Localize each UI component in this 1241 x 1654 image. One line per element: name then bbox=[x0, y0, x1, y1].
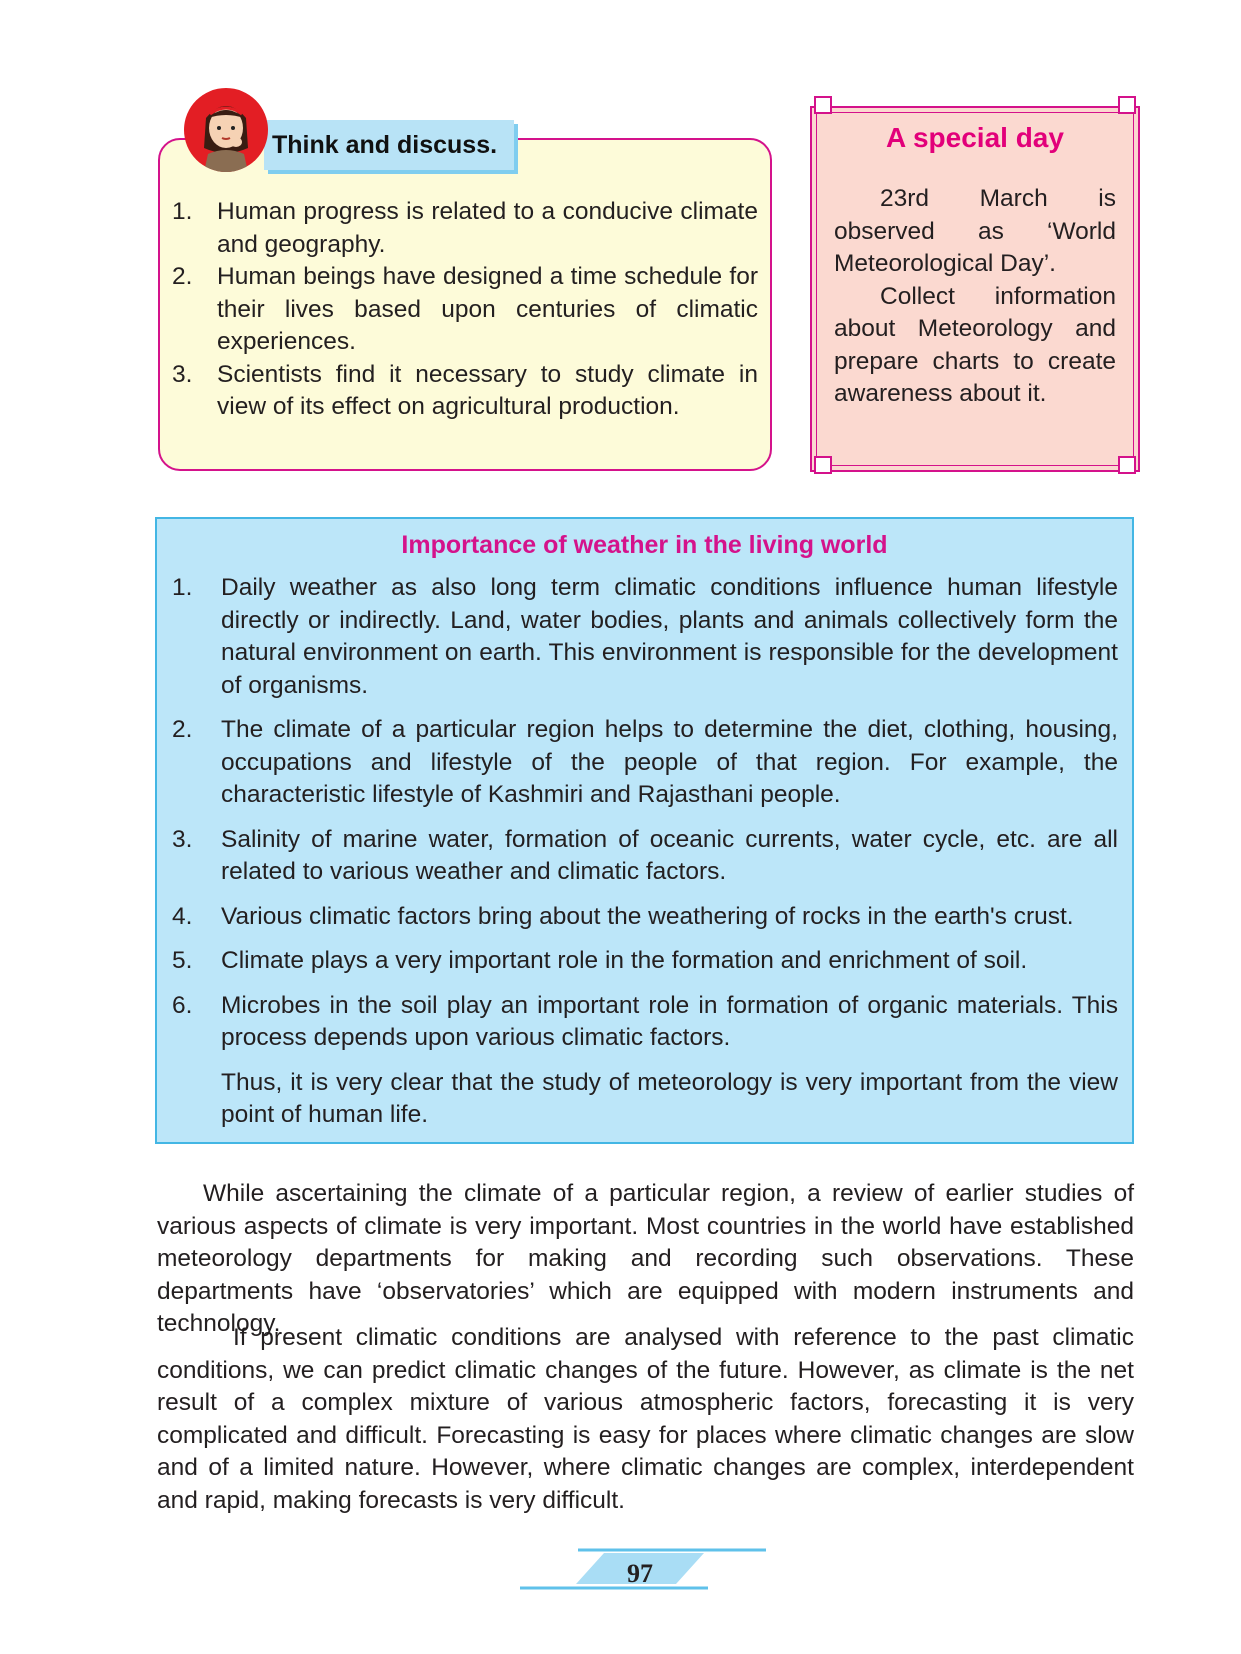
special-day-paragraph: 23rd March is observed as ‘World Meteorological Day’. bbox=[834, 185, 1116, 277]
list-item bbox=[172, 196, 758, 261]
special-day-paragraph: Collect information about Meteorology and prepare charts to create awareness about it. bbox=[834, 282, 1116, 407]
corner-ornament-icon bbox=[814, 96, 832, 114]
item-number: 3. bbox=[172, 825, 193, 853]
list-item bbox=[172, 261, 758, 359]
item-number: 1. bbox=[172, 574, 193, 601]
corner-ornament-icon bbox=[1118, 96, 1136, 114]
list-item bbox=[172, 359, 758, 424]
importance-title: Importance of weather in the living world bbox=[401, 531, 888, 559]
importance-conclusion: Thus, it is very clear that the study of meteorology is very important from the view point of human life. bbox=[221, 1068, 1118, 1128]
item-text: Climate plays a very important role in the formation and enrichment of soil. bbox=[221, 947, 1028, 974]
item-number: 4. bbox=[172, 902, 193, 930]
special-day-text bbox=[834, 183, 1116, 411]
think-discuss-label: Think and discuss. bbox=[264, 120, 514, 170]
item-text: The climate of a particular region helps to determine the diet, clothing, housing, occupations and lifestyle of the people of that region. For example, the characteristic lifestyle of Kashmiri and Rajasthani people. bbox=[221, 716, 1118, 808]
importance-list bbox=[172, 572, 1118, 1132]
list-item bbox=[172, 901, 1118, 934]
special-day-title: A special day bbox=[886, 122, 1064, 153]
list-item bbox=[172, 714, 1118, 812]
item-text: Various climatic factors bring about the weathering of rocks in the earth's crust. bbox=[221, 902, 1074, 930]
item-number: 5. bbox=[172, 947, 193, 974]
body-paragraph-1: While ascertaining the climate of a particular region, a review of earlier studies of various aspects of climate is very important. Most countries in the world have established meteorology departments for making and recording such observations. These departments have ‘observatories’ which are equipped with modern instruments and technology. bbox=[157, 1180, 1134, 1337]
item-text: Salinity of marine water, formation of oceanic currents, water cycle, etc. are all related to various weather and climatic factors. bbox=[221, 825, 1118, 885]
corner-ornament-icon bbox=[1118, 456, 1136, 474]
list-item bbox=[172, 945, 1118, 978]
item-text: Scientists find it necessary to study climate in view of its effect on agricultural production. bbox=[217, 360, 758, 420]
item-text: Human progress is related to a conducive climate and geography. bbox=[217, 198, 758, 258]
body-paragraph-2: If present climatic conditions are analysed with reference to the past climatic conditions, we can predict climatic changes of the future. However, as climate is the net result of a complex mixture of various atmospheric factors, forecasting it is very complicated and difficult. Forecasting is easy for places where climatic changes are slow and of a limited nature. However, where climatic changes are complex, interdependent and rapid, making forecasts is very difficult. bbox=[157, 1324, 1134, 1514]
item-number: 2. bbox=[172, 716, 193, 743]
item-text: Human beings have designed a time schedule for their lives based upon centuries of climatic experiences. bbox=[217, 263, 758, 355]
item-number: 3. bbox=[172, 360, 193, 388]
item-text: Microbes in the soil play an important role in formation of organic materials. This process depends upon various climatic factors. bbox=[221, 991, 1118, 1051]
girl-thinking-icon bbox=[184, 88, 268, 172]
item-number: 6. bbox=[172, 991, 193, 1019]
list-item bbox=[172, 824, 1118, 889]
corner-ornament-icon bbox=[814, 456, 832, 474]
list-item bbox=[172, 990, 1118, 1055]
think-discuss-list bbox=[172, 196, 758, 424]
page-number: 97 bbox=[627, 1559, 653, 1588]
item-text: Daily weather as also long term climatic conditions influence human lifestyle directly or indirectly. Land, water bodies, plants and animals collectively form the natural environment on earth. This environment is responsible for the development of organisms. bbox=[221, 574, 1118, 699]
item-number: 2. bbox=[172, 263, 193, 290]
list-item bbox=[172, 572, 1118, 702]
item-number: 1. bbox=[172, 198, 193, 225]
